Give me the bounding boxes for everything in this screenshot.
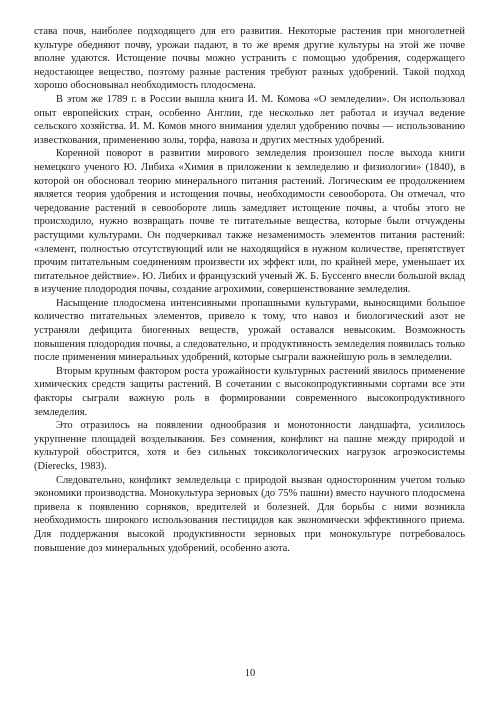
paragraph-5: Вторым крупным фактором роста урожайности культурных растений явилось применение химических средств защиты растений. В сочетании с высокопродуктивными сортами все эти факторы сыграли важную роль в формировании современного высокопродуктивного земледелия.	[34, 365, 465, 418]
paragraph-3: Коренной поворот в развитии мирового земледелия произошел после выхода книги немецкого ученого Ю. Либиха «Химия в приложении к земледелию и физиологии» (1840), в которой он обосновал теорию минерального питания растений. Логическим ее продолжением является теория удобрения и истощения почвы, необходимости севооборота. Он отмечал, что чередование растений в севообороте лишь замедляет истощение почвы, а чтобы этого не происходило, нужно возвращать почве те питательные вещества, которые были отчуждены растущими культурами. Он подчеркивал также незаменимость элементов питания растений: «элемент, полностью отсутствующий или не находящийся в нужном количестве, препятствует прочим питательным соединениям произвести их эффект или, по крайней мере, уменьшает их питательное действие». Ю. Либих и французский ученый Ж. Б. Буссенго внесли большой вклад в изучение плодородия почвы, создание агрохимии, совершенствование земледелия.	[34, 148, 465, 296]
paragraph-4: Насыщение плодосмена интенсивными пропашными культурами, выносящими большое количество питательных элементов, привело к тому, что навоз и биологический азот не устраняли дефицита биогенных веществ, урожай оставался невысоким. Возможность повышения плодородия почвы, а следовательно, и продуктивность земледелия появилась только после применения минеральных удобрений, которые сыграли важнейшую роль в земледелии.	[34, 297, 465, 364]
paragraph-2: В этом же 1789 г. в России вышла книга И. М. Комова «О земледелии». Он использовал опыт европейских стран, особенно Англии, где несколько лет работал и изучал ведение сельского хозяйства. И. М. Комов много внимания уделял удобрению почвы — использованию известкования, применению золы, торфа, навоза и других местных удобрений.	[34, 93, 465, 146]
paragraph-6: Это отразилось на появлении однообразия и монотонности ландшафта, усилилось укрупнение площадей возделывания. Без сомнения, конфликт на пашне между природой и культурой обострится, хотя и без сильных токсикологических нагрузок агроэкосистемы (Dierecks, 1983).	[34, 420, 465, 472]
page-number: 10	[244, 668, 256, 679]
paragraph-1: става почв, наиболее подходящего для его развития. Некоторые растения при многолетней культуре обедняют почву, урожаи падают, в то же время другие культуры на этой же почве вполне удаются. Истощение почвы можно устранить с помощью удобрения, содержащего недостающее вещество, поэтому разные растения требуют разных удобрений. Такой подход хорошо обосновывал необходимость плодосмена.	[34, 26, 465, 92]
page-body	[34, 25, 465, 555]
paragraph-7: Следовательно, конфликт земледельца с природой вызван односторонним учетом только экономики производства. Монокультура зерновых (до 75% пашни) вместо научного плодосмена привела к появлению сорняков, вредителей и болезней. Для борьбы с ними возникла необходимость широкого использования пестицидов как экономически эффективного приема. Для поддержания высокой продуктивности зерновых при монокультуре потребовалось повышение доз минеральных удобрений, особенно азота.	[34, 474, 465, 554]
